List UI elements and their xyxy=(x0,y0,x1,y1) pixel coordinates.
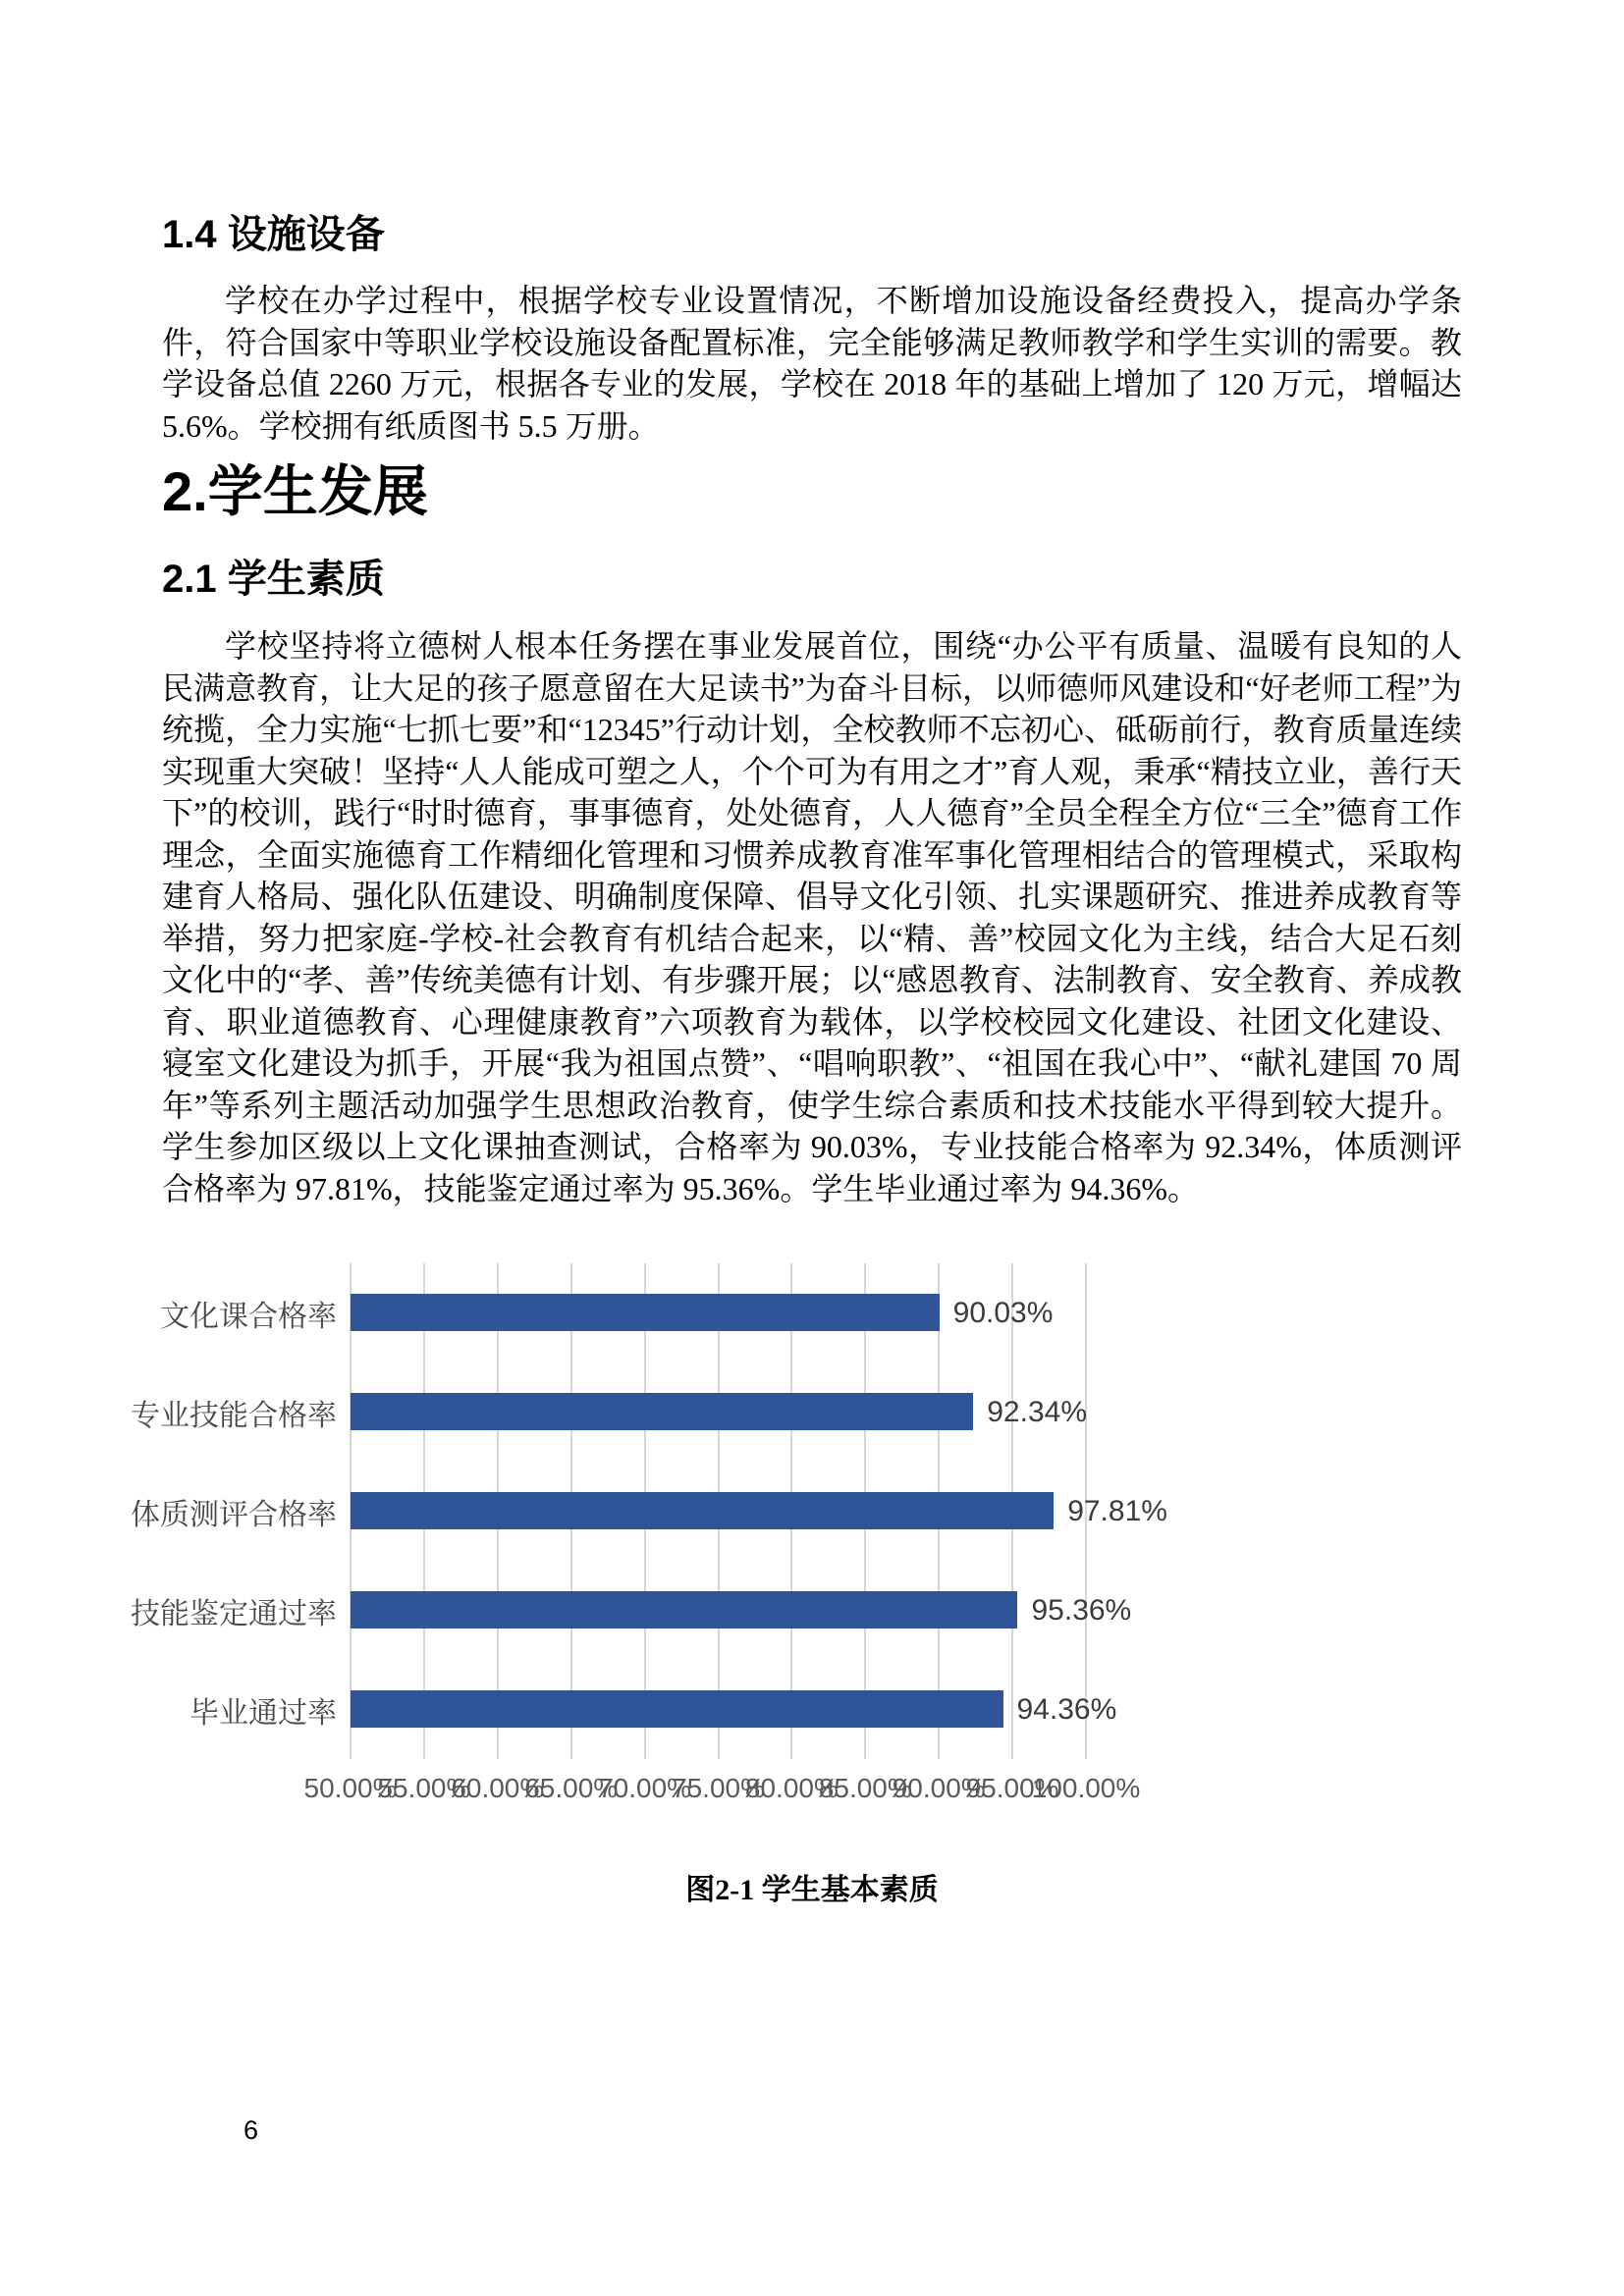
x-tick-label: 55.00% xyxy=(377,1773,471,1803)
student-quality-bar-chart xyxy=(131,1263,1462,1908)
x-tick-label: 95.00% xyxy=(965,1773,1059,1803)
chart-body xyxy=(131,1263,1462,1759)
chart-row xyxy=(351,1362,1086,1462)
bar-value-label: 95.36% xyxy=(1031,1593,1132,1627)
bar-value-label: 90.03% xyxy=(952,1296,1054,1329)
bar xyxy=(351,1294,940,1331)
chart-row xyxy=(351,1263,1086,1362)
x-tick-label: 60.00% xyxy=(451,1773,545,1803)
bar xyxy=(351,1591,1017,1629)
paragraph-student-quality: 学校坚持将立德树人根本任务摆在事业发展首位，围绕“办公平有质量、温暖有良知的人民满意教育，让大足的孩子愿意留在大足读书”为奋斗目标，以师德师风建设和“好老师工程”为统揽，全力实施“七抓七要”和“12345”行动计划，全校教师不忘初心、砥砺前行，教育质量连续实现重大突破！坚持“人人能成可塑之人，个个可为有用之才”育人观，秉承“精技立业，善行天下”的校训，践行“时时德育，事事德育，处处德育，人人德育”全员全程全方位“三全”德育工作理念，全面实施德育工作精细化管理和习惯养成教育准军事化管理相结合的管理模式，采取构建育人格局、强化队伍建设、明确制度保障、倡导文化引领、扎实课题研究、推进养成教育等举措，努力把家庭-学校-社会教育有机结合起来，以“精、善”校园文化为主线，结合大足石刻文化中的“孝、善”传统美德有计划、有步骤开展；以“感恩教育、法制教育、安全教育、养成教育、职业道德教育、心理健康教育”六项教育为载体，以学校校园文化建设、社团文化建设、寝室文化建设为抓手，开展“我为祖国点赞”、“唱响职教”、“祖国在我心中”、“献礼建国 70 周年”等系列主题活动加强学生思想政治教育，使学生综合素质和技术技能水平得到较大提升。学生参加区级以上文化课抽查测试，合格率为 90.03%，专业技能合格率为 92.34%，体质测评合格率为 97.81%，技能鉴定通过率为 95.36%。学生毕业通过率为 94.36%。 xyxy=(162,628,1462,1206)
chart-row xyxy=(351,1660,1117,1759)
bar-value-label: 97.81% xyxy=(1067,1494,1167,1527)
chapter-heading-2: 2.学生发展 xyxy=(162,460,428,522)
x-tick-label: 50.00% xyxy=(303,1773,398,1803)
bar xyxy=(351,1393,973,1430)
bar-value-label: 92.34% xyxy=(987,1395,1087,1428)
bar-value-label: 94.36% xyxy=(1016,1692,1117,1726)
category-label: 毕业通过率 xyxy=(189,1696,337,1730)
chart-row xyxy=(351,1462,1167,1561)
paragraph-facilities: 学校在办学过程中，根据学校专业设置情况，不断增加设施设备经费投入，提高办学条件，符合国家中等职业学校设施设备配置标准，完全能够满足教师教学和学生实训的需要。教学设备总值 2260 万元，根据各专业的发展，学校在 2018 年的基础上增加了 120 万元，增幅达 5.6%。学校拥有纸质图书 5.5 万册。 xyxy=(162,283,1462,444)
bar xyxy=(351,1492,1054,1529)
section-heading-2-1: 2.1 学生素质 xyxy=(162,558,385,601)
category-label: 专业技能合格率 xyxy=(131,1399,337,1432)
section-heading-1-4: 1.4 设施设备 xyxy=(162,213,385,256)
x-tick-label: 65.00% xyxy=(524,1773,619,1803)
category-label: 文化课合格率 xyxy=(160,1300,337,1333)
x-tick-label: 75.00% xyxy=(672,1773,765,1803)
x-tick-label: 80.00% xyxy=(744,1773,839,1803)
x-tick-label: 70.00% xyxy=(598,1773,692,1803)
x-tick-label: 85.00% xyxy=(818,1773,912,1803)
chart-plot xyxy=(351,1263,1167,1759)
x-tick-label: 90.00% xyxy=(892,1773,986,1803)
chart-x-axis xyxy=(303,1765,1141,1804)
page-number: 6 xyxy=(244,2115,259,2145)
chart-row xyxy=(351,1561,1132,1660)
bar xyxy=(351,1690,1003,1728)
chart-category-labels xyxy=(131,1263,351,1759)
x-tick-label: 100.00% xyxy=(1031,1773,1141,1803)
figure-caption: 图2-1 学生基本素质 xyxy=(685,1874,939,1906)
category-label: 技能鉴定通过率 xyxy=(131,1597,337,1630)
category-label: 体质测评合格率 xyxy=(131,1498,337,1531)
